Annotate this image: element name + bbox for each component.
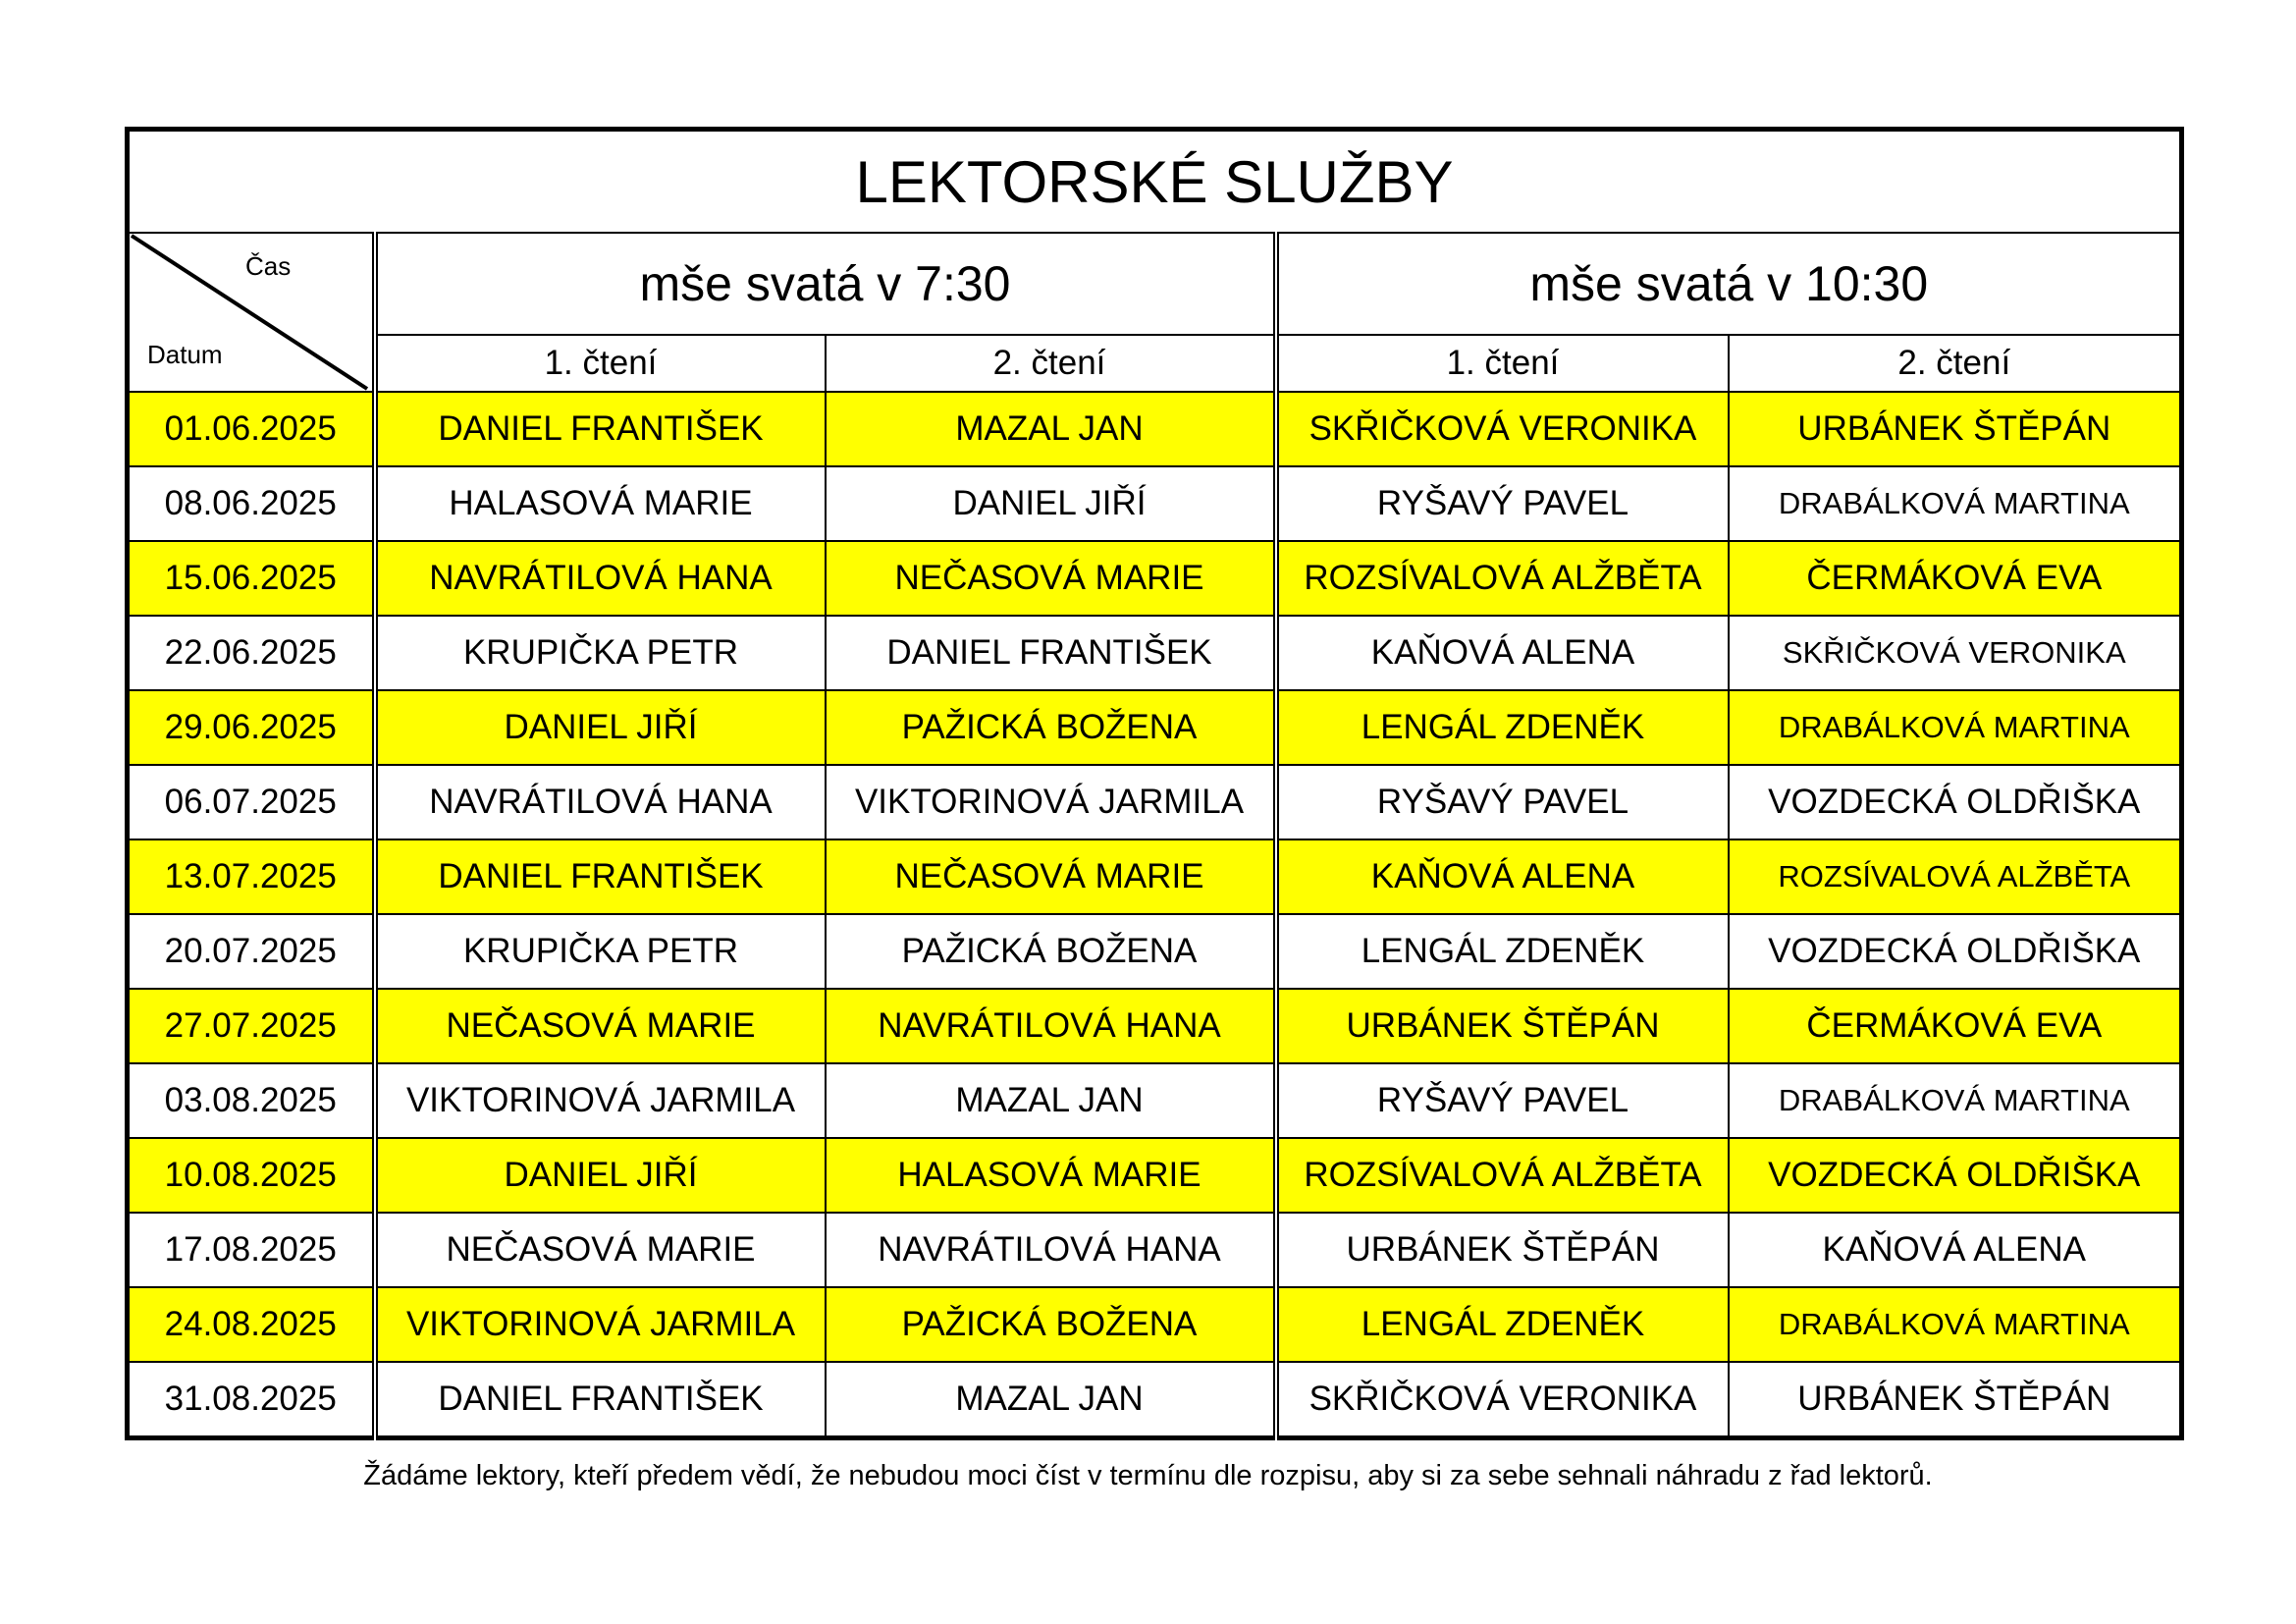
table-row [128, 690, 2182, 765]
table-row [128, 616, 2182, 690]
reader-cell: NEČASOVÁ MARIE [375, 989, 826, 1063]
reader-cell: LENGÁL ZDENĚK [1276, 914, 1729, 989]
table-row [128, 989, 2182, 1063]
reader-cell: VOZDECKÁ OLDŘIŠKA [1729, 1138, 2182, 1213]
reader-cell: NEČASOVÁ MARIE [826, 541, 1276, 616]
reading-header: 2. čtení [826, 335, 1276, 392]
reader-cell: NAVRÁTILOVÁ HANA [375, 541, 826, 616]
reader-cell: DANIEL JIŘÍ [826, 466, 1276, 541]
reader-cell: KRUPIČKA PETR [375, 914, 826, 989]
date-cell: 06.07.2025 [128, 765, 375, 839]
reader-cell: RYŠAVÝ PAVEL [1276, 1063, 1729, 1138]
table-row [128, 1063, 2182, 1138]
reading-header-row [128, 335, 2182, 392]
reader-cell: KAŇOVÁ ALENA [1276, 839, 1729, 914]
table-row [128, 1362, 2182, 1438]
reader-cell: ROZSÍVALOVÁ ALŽBĚTA [1276, 541, 1729, 616]
reader-cell: NEČASOVÁ MARIE [375, 1213, 826, 1287]
reader-cell: DRABÁLKOVÁ MARTINA [1729, 1063, 2182, 1138]
table-row [128, 466, 2182, 541]
date-cell: 29.06.2025 [128, 690, 375, 765]
date-cell: 22.06.2025 [128, 616, 375, 690]
reader-cell: SKŘIČKOVÁ VERONIKA [1729, 616, 2182, 690]
reader-cell: KRUPIČKA PETR [375, 616, 826, 690]
title-row [128, 130, 2182, 234]
reader-cell: HALASOVÁ MARIE [826, 1138, 1276, 1213]
table-row [128, 541, 2182, 616]
reader-cell: MAZAL JAN [826, 1063, 1276, 1138]
page-title: LEKTORSKÉ SLUŽBY [128, 130, 2182, 234]
table-row [128, 765, 2182, 839]
reading-header: 1. čtení [375, 335, 826, 392]
reader-cell: LENGÁL ZDENĚK [1276, 1287, 1729, 1362]
date-cell: 08.06.2025 [128, 466, 375, 541]
reader-cell: ČERMÁKOVÁ EVA [1729, 541, 2182, 616]
mass-header-row [128, 233, 2182, 335]
reading-header: 1. čtení [1276, 335, 1729, 392]
reader-cell: PAŽICKÁ BOŽENA [826, 690, 1276, 765]
reader-cell: URBÁNEK ŠTĚPÁN [1729, 392, 2182, 466]
reader-cell: ČERMÁKOVÁ EVA [1729, 989, 2182, 1063]
reader-cell: PAŽICKÁ BOŽENA [826, 1287, 1276, 1362]
date-cell: 10.08.2025 [128, 1138, 375, 1213]
table-row [128, 1287, 2182, 1362]
date-cell: 27.07.2025 [128, 989, 375, 1063]
reader-cell: KAŇOVÁ ALENA [1276, 616, 1729, 690]
corner-header [128, 233, 375, 392]
reader-cell: HALASOVÁ MARIE [375, 466, 826, 541]
date-cell: 20.07.2025 [128, 914, 375, 989]
reader-cell: SKŘIČKOVÁ VERONIKA [1276, 1362, 1729, 1438]
date-cell: 13.07.2025 [128, 839, 375, 914]
reader-cell: PAŽICKÁ BOŽENA [826, 914, 1276, 989]
table-row [128, 1138, 2182, 1213]
reader-cell: SKŘIČKOVÁ VERONIKA [1276, 392, 1729, 466]
schedule-sheet [125, 127, 2179, 1491]
reader-cell: NAVRÁTILOVÁ HANA [826, 1213, 1276, 1287]
schedule-rows [128, 392, 2182, 1438]
reader-cell: URBÁNEK ŠTĚPÁN [1729, 1362, 2182, 1438]
reader-cell: DANIEL FRANTIŠEK [375, 839, 826, 914]
reader-cell: LENGÁL ZDENĚK [1276, 690, 1729, 765]
reader-cell: DRABÁLKOVÁ MARTINA [1729, 1287, 2182, 1362]
mass-header-1030: mše svatá v 10:30 [1276, 233, 2182, 335]
reader-cell: KAŇOVÁ ALENA [1729, 1213, 2182, 1287]
reader-cell: DANIEL FRANTIŠEK [375, 392, 826, 466]
table-row [128, 839, 2182, 914]
reader-cell: VOZDECKÁ OLDŘIŠKA [1729, 765, 2182, 839]
reader-cell: NEČASOVÁ MARIE [826, 839, 1276, 914]
reader-cell: DANIEL FRANTIŠEK [375, 1362, 826, 1438]
reader-cell: VIKTORINOVÁ JARMILA [375, 1287, 826, 1362]
table-row [128, 1213, 2182, 1287]
date-cell: 03.08.2025 [128, 1063, 375, 1138]
date-cell: 17.08.2025 [128, 1213, 375, 1287]
reader-cell: DANIEL JIŘÍ [375, 1138, 826, 1213]
table-row [128, 914, 2182, 989]
footer-note: Žádáme lektory, kteří předem vědí, že nebudou moci číst v termínu dle rozpisu, aby si za sebe sehnali náhradu z řad lektorů. [363, 1460, 1933, 1491]
table-row [128, 392, 2182, 466]
date-label: Datum [147, 340, 223, 369]
date-cell: 01.06.2025 [128, 392, 375, 466]
date-cell: 15.06.2025 [128, 541, 375, 616]
reader-cell: VIKTORINOVÁ JARMILA [375, 1063, 826, 1138]
reader-cell: NAVRÁTILOVÁ HANA [375, 765, 826, 839]
reader-cell: DRABÁLKOVÁ MARTINA [1729, 466, 2182, 541]
schedule-table [125, 127, 2184, 1440]
reader-cell: DANIEL JIŘÍ [375, 690, 826, 765]
reader-cell: URBÁNEK ŠTĚPÁN [1276, 989, 1729, 1063]
reader-cell: VOZDECKÁ OLDŘIŠKA [1729, 914, 2182, 989]
reader-cell: RYŠAVÝ PAVEL [1276, 765, 1729, 839]
reader-cell: ROZSÍVALOVÁ ALŽBĚTA [1276, 1138, 1729, 1213]
reader-cell: RYŠAVÝ PAVEL [1276, 466, 1729, 541]
reader-cell: DRABÁLKOVÁ MARTINA [1729, 690, 2182, 765]
date-cell: 24.08.2025 [128, 1287, 375, 1362]
date-cell: 31.08.2025 [128, 1362, 375, 1438]
reader-cell: URBÁNEK ŠTĚPÁN [1276, 1213, 1729, 1287]
reader-cell: NAVRÁTILOVÁ HANA [826, 989, 1276, 1063]
reader-cell: DANIEL FRANTIŠEK [826, 616, 1276, 690]
reader-cell: VIKTORINOVÁ JARMILA [826, 765, 1276, 839]
reader-cell: MAZAL JAN [826, 1362, 1276, 1438]
reader-cell: MAZAL JAN [826, 392, 1276, 466]
mass-header-0730: mše svatá v 7:30 [375, 233, 1276, 335]
reading-header: 2. čtení [1729, 335, 2182, 392]
time-label: Čas [245, 251, 292, 281]
reader-cell: ROZSÍVALOVÁ ALŽBĚTA [1729, 839, 2182, 914]
